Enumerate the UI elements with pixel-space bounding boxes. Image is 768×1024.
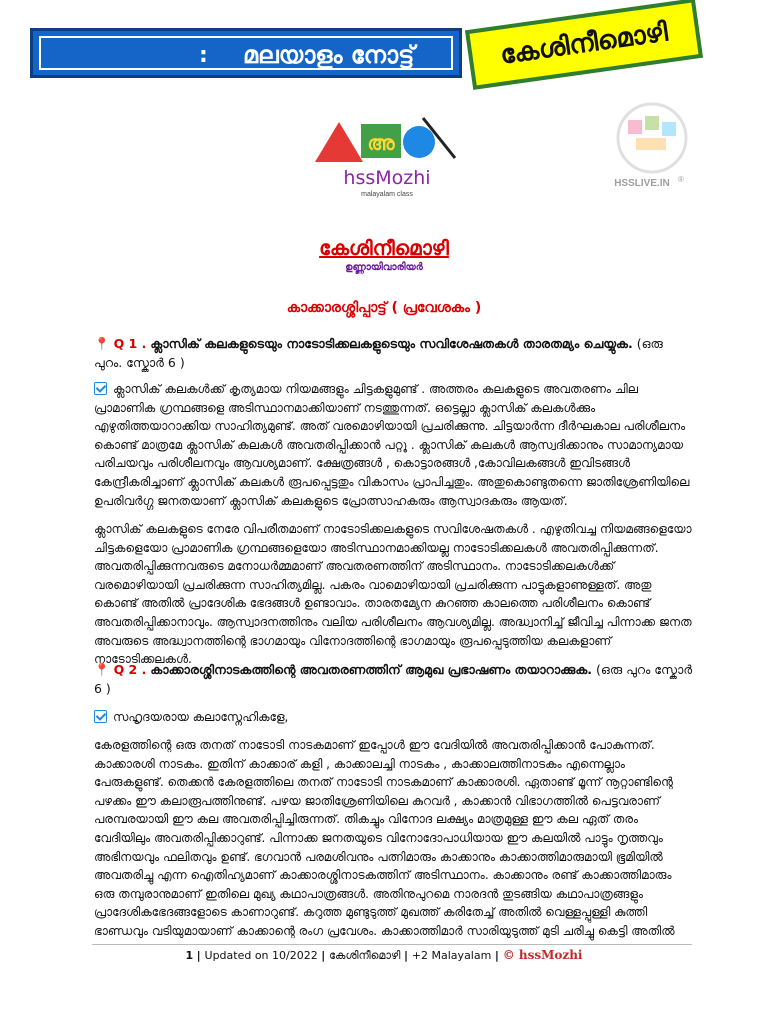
document-author: ഉണ്ണായിവാരിയർ — [345, 262, 423, 273]
header-title: മലയാളം നോട്ട് — [243, 41, 415, 69]
question-2-text: കാക്കാരശ്ശിനാടകത്തിന്റെ അവതരണത്തിന് ആമുഖ പ്രഭാഷണം തയാറാക്കുക. — [150, 662, 593, 677]
checkbox-icon — [94, 710, 107, 723]
question-2-number: Q 2 . — [113, 662, 147, 677]
logo-name: hssMozhi — [343, 167, 431, 189]
hssmozhi-logo — [305, 112, 465, 222]
footer-divider — [92, 944, 692, 945]
answer-2-text-1: കേരളത്തിന്റെ ഒരു തനത് നാടോടി നാടകമാണ് ഇപ്പോൾ ഈ വേദിയിൽ അവതരിപ്പിക്കാൻ പോകുന്നത്. കാക്കാരശി നാടകം. ഇതിന് കാക്കാര് കളി , കാക്കാലച്ചി നാടകം , കാക്കാലത്തിനാടകം എന്നെല്ലാം പേരുകളുണ്ട്. തെക്കൻ കേരളത്തിലെ തനത് നാടോടി നാടകമാണ് കാക്കാരശി. ഏതാണ്ട് മൂന്ന് നൂറ്റാണ്ടിന്റെ പഴക്കം ഈ കലാരൂപത്തിനുണ്ട്. പഴയ ജാതിശ്രേണിയിലെ കുറവർ , കാക്കാൻ വിഭാഗത്തിൽ പെട്ടവരാണ് പരമ്പരയായി ഈ കല അവതരിപ്പിച്ചിരുന്നത്. തികച്ചും വിനോദ ലക്ഷ്യം മാത്രമുള്ള ഈ കല ഏത് തരം വേദിയിലും അവതരിപ്പിക്കാറുണ്ട്. പിന്നാക്ക ജനതയുടെ വിനോദോപാധിയായ ഈ കലയിൽ പാട്ടും നൃത്തവും അഭിനയവും ഫലിതവും ഉണ്ട്. ഭഗവാൻ പരമശിവനും പത്നിമാരും കാക്കാനും കാക്കാത്തിമാരുമായി ഭൂമിയിൽ അവതരിച്ചു എന്ന ഐതിഹ്യമാണ് കാക്കാരശ്ശിനാടകത്തിന് അടിസ്ഥാനം. കാക്കാനും രണ്ട് കാക്കാത്തിമാരും ഒരു തമ്പുരാനുമാണ് ഇതിലെ മുഖ്യ കഥാപാത്രങ്ങൾ. അതിനുപുറമെ നാരദൻ തുടങ്ങിയ കഥാപാത്രങ്ങളും പ്രാദേശികഭേദങ്ങളോടെ കാണാറുണ്ട്. കറുത്ത മുണ്ടുടുത്ത് മുഖത്ത് കരിതേച്ച് അതിൽ വെള്ളപ്പുള്ളി കുത്തി ഭാണ്ഡവും വടിയുമായാണ് കാക്കാന്റെ രംഗ പ്രവേശം. കാക്കാത്തിമാർ സാരിയുടുത്ത് മുടി ചരിച്ചു കെട്ടി അതിൽ — [94, 738, 675, 938]
answer-1-paragraph-2 — [94, 520, 694, 669]
answer-2-greeting — [94, 708, 694, 727]
question-1-number: Q 1 . — [113, 336, 147, 351]
pin-icon: 📍 — [94, 336, 110, 351]
pin-icon: 📍 — [94, 662, 110, 677]
question-1-score: (ഒരു പുറം. സ്കോർ 6 ) — [94, 336, 663, 370]
answer-2-greeting-text: സഹൃദയരായ കലാസ്നേഹികളേ, — [113, 710, 289, 724]
hsslive-mark: ® — [678, 175, 684, 184]
header-bar — [30, 28, 462, 78]
question-2 — [94, 660, 694, 698]
answer-2-paragraph-1 — [94, 736, 694, 941]
footer-course: +2 Malayalam — [411, 949, 492, 962]
hsslive-logo — [598, 98, 706, 198]
answer-1-text-1: ക്ലാസിക് കലകൾക്ക് കൃത്യമായ നിയമങ്ങളും ചിട്ടകളുമുണ്ട് . അത്തരം കലകളുടെ അവതരണം ചില പ്രാമാണിക ഗ്രന്ഥങ്ങളെ അടിസ്ഥാനമാക്കിയാണ് നടത്തുന്നത്. ഒട്ടെല്ലാ ക്ലാസിക് കലകൾക്കും എഴുതിത്തയാറാക്കിയ സാഹിത്യമുണ്ട്. അത് വരമൊഴിയായി പ്രചരിക്കുന്നു. ചിട്ടയാർന്ന ദീർഘകാല പരിശീലനം കൊണ്ട് മാത്രമേ ക്ലാസിക് കലകൾ അവതരിപ്പിക്കാൻ പറ്റൂ . ക്ലാസിക് കലകൾ ആസ്വദിക്കാനും സാമാന്യമായ പരിചയവും പരിശീലനവും ആവശ്യമാണ്. ക്ഷേത്രങ്ങൾ , കൊട്ടാരങ്ങൾ ,കോവിലകങ്ങൾ ഇവിടങ്ങൾ കേന്ദ്രീകരിച്ചാണ് ക്ലാസിക് കലകൾ രൂപപ്പെട്ടതും വികാസം പ്രാപിച്ചതും. അതുകൊണ്ടുതന്നെ ജാതിശ്രേണിയിലെ ഉപരിവർഗ്ഗ ജനതയാണ് ക്ലാസിക് കലകളുടെ പ്രോത്സാഹകരും ആസ്വാദകരും ആയത്. — [94, 382, 690, 508]
answer-1-text-2: ക്ലാസിക് കലകളുടെ നേരേ വിപരീതമാണ് നാടോടിക്കലകളുടെ സവിശേഷതകൾ . എഴുതിവച്ച നിയമങ്ങളെയോ ചിട്ടകളെയോ പ്രാമാണിക ഗ്രന്ഥങ്ങളെയോ അടിസ്ഥാനമാക്കിയല്ല നാടോടിക്കലകൾ അവതരിപ്പിക്കുന്നത്. അവതരിപ്പിക്കുന്നവരുടെ മനോധർമ്മമാണ് അവതരണത്തിന് അടിസ്ഥാനം. നാടോടിക്കലകൾക്ക് വരമൊഴിയായി പ്രചരിക്കുന്ന സാഹിത്യമില്ല. പകരം വാമൊഴിയായി പ്രചരിക്കുന്ന പാട്ടുകളാണുള്ളത്. അതു കൊണ്ട് അതിൽ പ്രാദേശിക ഭേദങ്ങൾ ഉണ്ടാവാം. താരതമ്യേന കുറഞ്ഞ കാലത്തെ പരിശീലനം കൊണ്ട് അവതരിപ്പിക്കാനാവും. ആസ്വാദനത്തിനും വലിയ പരിശീലനം ആവശ്യമില്ല. അദ്ധ്വാനിച്ച് ജീവിച്ച പിന്നാക്ക ജനത അവരുടെ അദ്ധ്വാനത്തിന്റെ ഭാഗമായും വിനോദത്തിന്റെ ഭാഗമായും രൂപപ്പെടുത്തിയ കലകളാണ് നാടോടിക്കലകൾ. — [94, 522, 692, 667]
footer-updated: Updated on 10/2022 — [204, 949, 318, 962]
hsslive-text: HSSLIVE.IN — [614, 178, 670, 189]
title-badge — [465, 0, 703, 90]
section-heading: കാക്കാരശ്ശിപ്പാട്ട് ( പ്രവേശകം ) — [286, 300, 482, 316]
footer-brand: © hssMozhi — [502, 948, 583, 962]
document-title: കേശിനീമൊഴി — [319, 236, 449, 260]
answer-1-paragraph-1 — [94, 380, 694, 510]
question-1 — [94, 334, 694, 372]
logo-sub: malayalam class — [361, 191, 413, 198]
footer-page-number: 1 — [185, 949, 194, 962]
triangle-icon — [315, 122, 363, 162]
badge-text: കേശിനീമൊഴി — [498, 16, 670, 71]
header-colon: : — [199, 43, 208, 68]
question-2-score: (ഒരു പുറം സ്കോർ 6 ) — [94, 662, 693, 696]
question-1-text: ക്ലാസിക് കലകളുടെയും നാടോടിക്കലകളുടെയും സവിശേഷതകൾ താരതമ്യം ചെയ്യുക. — [150, 336, 633, 351]
logo-glyph: അ — [367, 131, 395, 155]
footer: 1 | Updated on 10/2022 | കേശിനീമൊഴി | +2 Malayalam | © hssMozhi — [185, 948, 583, 962]
blue-circle-icon — [403, 126, 435, 158]
checkbox-icon — [94, 382, 107, 395]
footer-title: കേശിനീമൊഴി — [329, 949, 401, 962]
